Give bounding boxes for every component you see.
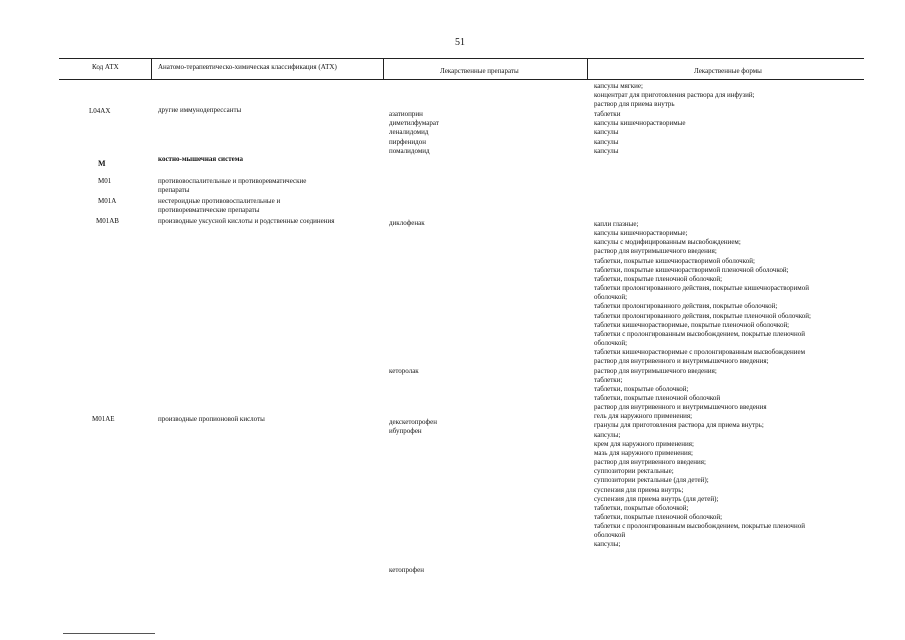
class-m: костно-мышечная система xyxy=(158,155,243,163)
code-m: M xyxy=(98,159,106,168)
dosage-form-item: таблетки пролонгированного действия, покрытые пленочной оболочкой; xyxy=(594,311,811,320)
code-m01ae: M01AE xyxy=(92,415,115,423)
class-m01ae: производные пропионовой кислоты xyxy=(158,415,265,423)
drug-diclofenac: диклофенак xyxy=(389,219,425,227)
dosage-form-item: капсулы; xyxy=(594,430,621,439)
header-divider-3 xyxy=(587,58,588,79)
header-top-rule xyxy=(59,58,864,59)
dosage-form-item: капли глазные; xyxy=(594,220,639,228)
footnote-rule xyxy=(63,633,155,634)
header-drugs: Лекарственные препараты xyxy=(440,67,519,75)
dosage-form-item: таблетки, покрытые кишечнорастворимой оболочкой; xyxy=(594,256,755,265)
dosage-form-item: таблетки пролонгированного действия, покрытые кишечнорастворимой xyxy=(594,284,809,293)
dosage-form-item: раствор для внутривенного введения; xyxy=(594,458,706,467)
form-top: капсулы xyxy=(594,138,619,146)
dosage-form-item: таблетки, покрытые пленочной оболочкой; xyxy=(594,513,723,521)
class-l04ax: другие иммунодепрессанты xyxy=(158,106,242,114)
dosage-form-item: таблетки с пролонгированным высвобождением, покрытые пленочной xyxy=(594,522,805,531)
dosage-form-item: гранулы для приготовления раствора для приема внутрь; xyxy=(594,421,764,430)
form-top: капсулы кишечнорастворимые xyxy=(594,119,686,127)
header-divider-1 xyxy=(151,58,152,79)
dosage-form-item: таблетки кишечнорастворимые с пролонгированным высвобождением xyxy=(594,348,806,357)
dosage-form-item: крем для наружного применения; xyxy=(594,439,694,448)
drug-lenalidomide: леналидомид xyxy=(389,128,429,136)
drug-azathioprine: азатиоприн xyxy=(389,110,423,118)
dosage-forms-list xyxy=(594,220,811,550)
drug-dimethyl-fumarate: диметилфумарат xyxy=(389,119,439,127)
dosage-form-item: раствор для внутримышечного введения; xyxy=(594,247,717,256)
drug-dexketoprofen: декскетопрофен xyxy=(389,418,437,426)
dosage-form-item: таблетки пролонгированного действия, покрытые оболочкой; xyxy=(594,302,778,311)
header-bottom-rule xyxy=(59,79,864,80)
dosage-form-item: капсулы кишечнорастворимые; xyxy=(594,229,688,238)
code-m01ab: M01AB xyxy=(96,217,119,225)
dosage-form-item: таблетки кишечнорастворимые, покрытые пленочной оболочкой; xyxy=(594,320,790,329)
dosage-form-item: гель для наружного применения; xyxy=(594,412,693,421)
dosage-form-item: суспензия для приема внутрь (для детей); xyxy=(594,494,719,503)
class-m01-line1: противовоспалительные и противоревматические xyxy=(158,177,307,185)
dosage-form-item: оболочкой; xyxy=(594,293,628,302)
dosage-form-item: таблетки, покрытые пленочной оболочкой; xyxy=(594,274,723,283)
page-number: 51 xyxy=(455,37,465,48)
dosage-form-item: таблетки, покрытые пленочной оболочкой xyxy=(594,393,721,402)
dosage-form-item: оболочкой xyxy=(594,531,626,540)
drug-ibuprofen: ибупрофен xyxy=(389,427,422,435)
dosage-form-item: таблетки; xyxy=(594,375,623,384)
form-top: концентрат для приготовления раствора для инфузий; xyxy=(594,91,755,99)
form-top: капсулы xyxy=(594,128,619,136)
header-code: Код АТХ xyxy=(92,63,119,71)
dosage-form-item: суспензия для приема внутрь; xyxy=(594,485,684,494)
dosage-form-item: раствор для внутримышечного введения; xyxy=(594,366,717,375)
dosage-form-item: суппозитории ректальные; xyxy=(594,467,674,476)
header-forms: Лекарственные формы xyxy=(694,67,762,75)
form-top: таблетки xyxy=(594,110,621,118)
class-m01a-line1: нестероидные противовоспалительные и xyxy=(158,197,281,205)
dosage-form-item: суппозитории ректальные (для детей); xyxy=(594,476,709,485)
class-m01ab: производные уксусной кислоты и родственные соединения xyxy=(158,217,335,225)
dosage-form-item: таблетки, покрытые кишечнорастворимой пленочной оболочкой; xyxy=(594,265,789,274)
dosage-form-item: таблетки с пролонгированным высвобождением, покрытые пленочной xyxy=(594,329,805,338)
dosage-form-item: раствор для внутривенного и внутримышечного введения xyxy=(594,403,767,412)
dosage-form-item: оболочкой; xyxy=(594,339,628,348)
drug-pomalidomide: помалидомид xyxy=(389,147,430,155)
dosage-form-item: таблетки, покрытые оболочкой; xyxy=(594,384,689,393)
dosage-form-item: раствор для внутривенного и внутримышечного введения; xyxy=(594,357,769,366)
class-m01-line2: препараты xyxy=(158,186,190,194)
dosage-form-item: капсулы; xyxy=(594,540,621,549)
dosage-form-item: таблетки, покрытые оболочкой; xyxy=(594,503,689,512)
drug-pirfenidone: пирфенидон xyxy=(389,138,426,146)
drug-ketoprofen: кетопрофен xyxy=(389,566,424,574)
header-divider-2 xyxy=(383,58,384,79)
code-m01: M01 xyxy=(98,177,112,185)
code-m01a: M01A xyxy=(98,197,117,205)
code-l04ax: L04AX xyxy=(89,107,111,115)
class-m01a-line2: противоревматические препараты xyxy=(158,206,260,214)
dosage-form-item: мазь для наружного применения; xyxy=(594,448,693,457)
drug-ketorolac: кеторолак xyxy=(389,367,419,375)
header-classification: Анатомо-терапевтическо-химическая классификация (АТХ) xyxy=(158,63,337,71)
form-top: раствор для приема внутрь xyxy=(594,100,675,108)
form-top: капсулы мягкие; xyxy=(594,82,643,90)
form-top: капсулы xyxy=(594,147,619,155)
dosage-form-item: капсулы с модифицированным высвобождением; xyxy=(594,238,741,247)
